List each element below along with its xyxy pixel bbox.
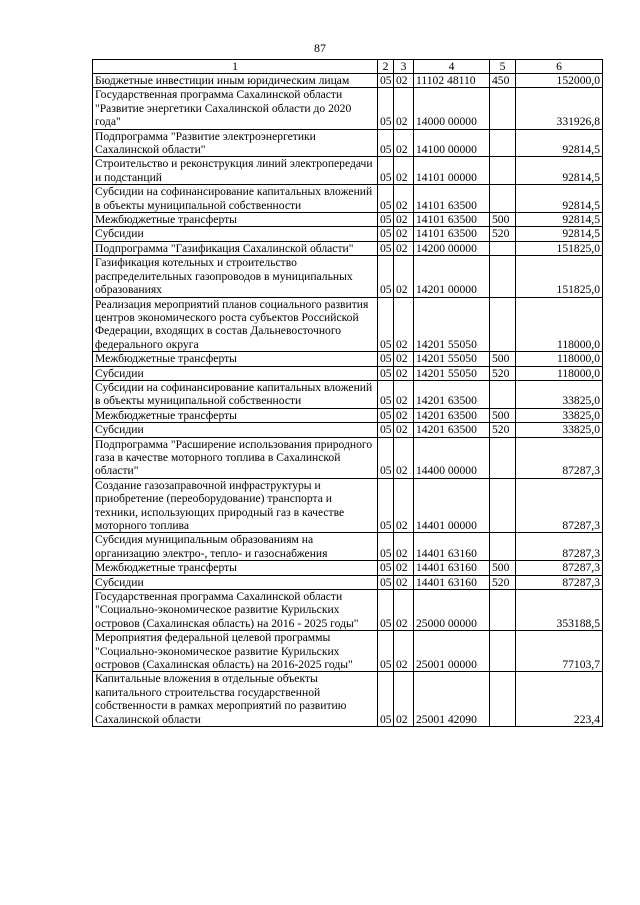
row-name-cell: Межбюджетные трансферты	[93, 213, 378, 227]
expense-type-cell: 500	[490, 408, 516, 422]
table-header	[93, 60, 603, 74]
section-cell: 05	[378, 408, 394, 422]
amount-cell: 151825,0	[516, 256, 603, 297]
row-name-cell: Подпрограмма "Развитие электроэнергетики Сахалинской области"	[93, 129, 378, 157]
target-article-cell: 14101 63500	[414, 227, 490, 241]
target-article-cell: 11102 48110	[414, 74, 490, 88]
row-name-cell: Подпрограмма "Расширение использования природного газа в качестве моторного топлива в Сахалинской области"	[93, 437, 378, 478]
subsection-cell: 02	[394, 366, 414, 380]
table-row	[93, 129, 603, 157]
subsection-cell: 02	[394, 88, 414, 129]
target-article-cell: 25000 00000	[414, 590, 490, 631]
subsection-cell: 02	[394, 423, 414, 437]
target-article-cell: 14201 63500	[414, 408, 490, 422]
budget-table	[92, 59, 603, 727]
amount-cell: 87287,3	[516, 575, 603, 589]
expense-type-cell	[490, 533, 516, 561]
section-cell: 05	[378, 380, 394, 408]
target-article-cell: 14000 00000	[414, 88, 490, 129]
row-name-cell: Субсидия муниципальным образованиям на организацию электро-, тепло- и газоснабжения	[93, 533, 378, 561]
table-row	[93, 241, 603, 255]
section-cell: 05	[378, 366, 394, 380]
table-row	[93, 88, 603, 129]
amount-cell: 92814,5	[516, 129, 603, 157]
amount-cell: 33825,0	[516, 423, 603, 437]
row-name-cell: Мероприятия федеральной целевой программы "Социально-экономическое развитие Курильских островов (Сахалинская область) на 2016-2025 годы"	[93, 631, 378, 672]
target-article-cell: 14100 00000	[414, 129, 490, 157]
row-name-cell: Субсидии	[93, 575, 378, 589]
target-article-cell: 14201 55050	[414, 366, 490, 380]
target-article-cell: 25001 00000	[414, 631, 490, 672]
expense-type-cell: 500	[490, 213, 516, 227]
subsection-cell: 02	[394, 185, 414, 213]
row-name-cell: Субсидии на софинансирование капитальных вложений в объекты муниципальной собственности	[93, 380, 378, 408]
subsection-cell: 02	[394, 352, 414, 366]
expense-type-cell	[490, 129, 516, 157]
expense-type-cell	[490, 672, 516, 727]
section-cell: 05	[378, 631, 394, 672]
subsection-cell: 02	[394, 408, 414, 422]
target-article-cell: 14201 63500	[414, 380, 490, 408]
amount-cell: 87287,3	[516, 533, 603, 561]
row-name-cell: Капитальные вложения в отдельные объекты капитального строительства государственной собственности в рамках мероприятий по развитию Сахалинской области	[93, 672, 378, 727]
table-row	[93, 590, 603, 631]
target-article-cell: 14201 55050	[414, 297, 490, 352]
expense-type-cell	[490, 380, 516, 408]
target-article-cell: 14201 63500	[414, 423, 490, 437]
subsection-cell: 02	[394, 297, 414, 352]
subsection-cell: 02	[394, 380, 414, 408]
subsection-cell: 02	[394, 129, 414, 157]
section-cell: 05	[378, 129, 394, 157]
table-row	[93, 74, 603, 88]
column-header: 2	[378, 60, 394, 74]
amount-cell: 33825,0	[516, 380, 603, 408]
table-row	[93, 213, 603, 227]
target-article-cell: 14101 63500	[414, 185, 490, 213]
amount-cell: 92814,5	[516, 157, 603, 185]
row-name-cell: Субсидии	[93, 423, 378, 437]
section-cell: 05	[378, 672, 394, 727]
amount-cell: 331926,8	[516, 88, 603, 129]
section-cell: 05	[378, 575, 394, 589]
expense-type-cell: 520	[490, 575, 516, 589]
page-number: 87	[314, 41, 326, 55]
expense-type-cell: 520	[490, 227, 516, 241]
row-name-cell: Межбюджетные трансферты	[93, 408, 378, 422]
section-cell: 05	[378, 590, 394, 631]
expense-type-cell	[490, 256, 516, 297]
amount-cell: 92814,5	[516, 227, 603, 241]
section-cell: 05	[378, 423, 394, 437]
row-name-cell: Подпрограмма "Газификация Сахалинской области"	[93, 241, 378, 255]
row-name-cell: Газификация котельных и строительство распределительных газопроводов в муниципальных образованиях	[93, 256, 378, 297]
amount-cell: 92814,5	[516, 213, 603, 227]
expense-type-cell	[490, 297, 516, 352]
column-header: 6	[516, 60, 603, 74]
amount-cell: 118000,0	[516, 297, 603, 352]
subsection-cell: 02	[394, 533, 414, 561]
subsection-cell: 02	[394, 74, 414, 88]
expense-type-cell	[490, 185, 516, 213]
amount-cell: 87287,3	[516, 478, 603, 533]
expense-type-cell	[490, 437, 516, 478]
section-cell: 05	[378, 352, 394, 366]
subsection-cell: 02	[394, 437, 414, 478]
table-row	[93, 437, 603, 478]
header-row	[93, 60, 603, 74]
expense-type-cell: 520	[490, 423, 516, 437]
section-cell: 05	[378, 213, 394, 227]
amount-cell: 152000,0	[516, 74, 603, 88]
subsection-cell: 02	[394, 241, 414, 255]
expense-type-cell: 520	[490, 366, 516, 380]
section-cell: 05	[378, 533, 394, 561]
amount-cell: 118000,0	[516, 366, 603, 380]
table-row	[93, 380, 603, 408]
table-row	[93, 408, 603, 422]
table-row	[93, 561, 603, 575]
row-name-cell: Создание газозаправочной инфраструктуры и приобретение (переоборудование) транспорта и техники, использующих природный газ в качестве моторного топлива	[93, 478, 378, 533]
expense-type-cell	[490, 88, 516, 129]
table-row	[93, 157, 603, 185]
expense-type-cell	[490, 631, 516, 672]
amount-cell: 151825,0	[516, 241, 603, 255]
row-name-cell: Субсидии	[93, 366, 378, 380]
table-body	[93, 74, 603, 727]
section-cell: 05	[378, 241, 394, 255]
amount-cell: 353188,5	[516, 590, 603, 631]
table-row	[93, 227, 603, 241]
expense-type-cell	[490, 241, 516, 255]
expense-type-cell	[490, 157, 516, 185]
section-cell: 05	[378, 437, 394, 478]
target-article-cell: 14201 00000	[414, 256, 490, 297]
table-row	[93, 423, 603, 437]
row-name-cell: Межбюджетные трансферты	[93, 352, 378, 366]
amount-cell: 87287,3	[516, 561, 603, 575]
table-row	[93, 366, 603, 380]
section-cell: 05	[378, 297, 394, 352]
subsection-cell: 02	[394, 590, 414, 631]
expense-type-cell	[490, 478, 516, 533]
section-cell: 05	[378, 478, 394, 533]
subsection-cell: 02	[394, 631, 414, 672]
section-cell: 05	[378, 561, 394, 575]
amount-cell: 223,4	[516, 672, 603, 727]
table-row	[93, 297, 603, 352]
amount-cell: 87287,3	[516, 437, 603, 478]
target-article-cell: 14401 00000	[414, 478, 490, 533]
expense-type-cell: 500	[490, 352, 516, 366]
amount-cell: 33825,0	[516, 408, 603, 422]
target-article-cell: 14401 63160	[414, 575, 490, 589]
column-header: 3	[394, 60, 414, 74]
row-name-cell: Реализация мероприятий планов социального развития центров экономического роста субъектов Российской Федерации, входящих в состав Дальневосточного федерального округа	[93, 297, 378, 352]
row-name-cell: Государственная программа Сахалинской области "Развитие энергетики Сахалинской области до 2020 года"	[93, 88, 378, 129]
subsection-cell: 02	[394, 478, 414, 533]
subsection-cell: 02	[394, 157, 414, 185]
row-name-cell: Строительство и реконструкция линий электропередачи и подстанций	[93, 157, 378, 185]
target-article-cell: 14101 63500	[414, 213, 490, 227]
expense-type-cell: 450	[490, 74, 516, 88]
row-name-cell: Субсидии	[93, 227, 378, 241]
row-name-cell: Субсидии на софинансирование капитальных вложений в объекты муниципальной собственности	[93, 185, 378, 213]
section-cell: 05	[378, 256, 394, 297]
table-row	[93, 352, 603, 366]
column-header: 5	[490, 60, 516, 74]
section-cell: 05	[378, 74, 394, 88]
table-row	[93, 256, 603, 297]
target-article-cell: 14401 63160	[414, 533, 490, 561]
target-article-cell: 25001 42090	[414, 672, 490, 727]
amount-cell: 77103,7	[516, 631, 603, 672]
table-row	[93, 575, 603, 589]
amount-cell: 118000,0	[516, 352, 603, 366]
section-cell: 05	[378, 157, 394, 185]
table-row	[93, 533, 603, 561]
section-cell: 05	[378, 185, 394, 213]
column-header: 4	[414, 60, 490, 74]
column-header: 1	[93, 60, 378, 74]
table-row	[93, 478, 603, 533]
subsection-cell: 02	[394, 672, 414, 727]
section-cell: 05	[378, 88, 394, 129]
target-article-cell: 14401 63160	[414, 561, 490, 575]
target-article-cell: 14400 00000	[414, 437, 490, 478]
amount-cell: 92814,5	[516, 185, 603, 213]
target-article-cell: 14101 00000	[414, 157, 490, 185]
table-row	[93, 185, 603, 213]
row-name-cell: Межбюджетные трансферты	[93, 561, 378, 575]
subsection-cell: 02	[394, 575, 414, 589]
subsection-cell: 02	[394, 561, 414, 575]
subsection-cell: 02	[394, 213, 414, 227]
subsection-cell: 02	[394, 227, 414, 241]
table-row	[93, 672, 603, 727]
target-article-cell: 14200 00000	[414, 241, 490, 255]
row-name-cell: Государственная программа Сахалинской области "Социально-экономическое развитие Курильских островов (Сахалинская область) на 2016 - 2025 годы"	[93, 590, 378, 631]
subsection-cell: 02	[394, 256, 414, 297]
expense-type-cell	[490, 590, 516, 631]
row-name-cell: Бюджетные инвестиции иным юридическим лицам	[93, 74, 378, 88]
table-row	[93, 631, 603, 672]
target-article-cell: 14201 55050	[414, 352, 490, 366]
section-cell: 05	[378, 227, 394, 241]
expense-type-cell: 500	[490, 561, 516, 575]
